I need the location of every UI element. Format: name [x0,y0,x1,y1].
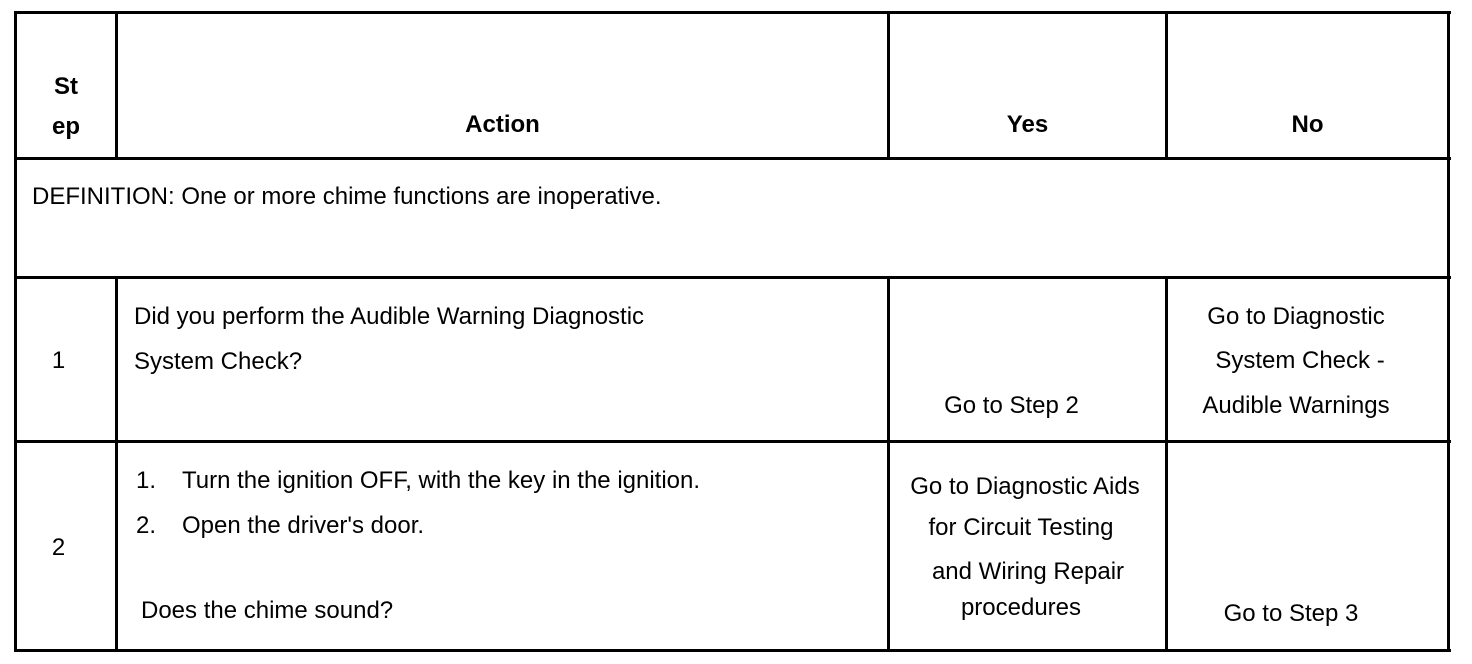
header-action: Action [465,111,540,138]
row-1-step: 1 [51,347,66,374]
row-1-action-line2: System Check? [134,348,303,375]
row-1-yes: Go to Step 2 [944,392,1079,419]
col-divider-yes-no [1165,11,1168,160]
col-divider-step-action [115,11,118,160]
row-2-no: Go to Step 3 [1223,600,1359,627]
header-step-line1: St [54,73,78,100]
row-1-divider [14,440,1451,443]
header-step-line2: ep [51,113,80,140]
row-1-no-line2: System Check - [1215,347,1385,374]
table-border-top [14,11,1451,14]
header-no: No [1291,111,1324,138]
row-2-yes-line4: procedures [960,594,1082,621]
col-divider-yes-no [1165,276,1168,652]
table-border-right [1447,11,1450,652]
row-2-list-text-1: Turn the ignition OFF, with the key in the ignition. [182,467,701,494]
row-2-yes-line1: Go to Diagnostic Aids [910,473,1140,500]
row-2-yes-line3: and Wiring Repair [931,558,1125,585]
row-1-no-line1: Go to Diagnostic [1207,303,1385,330]
row-2-step: 2 [51,534,66,561]
table-border-bottom [14,649,1451,652]
row-2-list-num-2: 2. [136,512,157,539]
header-divider [14,157,1451,160]
col-divider-action-yes [887,11,890,160]
row-2-list-text-2: Open the driver's door. [182,512,425,539]
row-1-no-line3: Audible Warnings [1202,392,1390,419]
definition-divider [14,276,1451,279]
definition-text: DEFINITION: One or more chime functions are inoperative. [32,183,662,210]
row-2-yes-line2: for Circuit Testing [928,514,1114,541]
row-2-list-num-1: 1. [136,467,157,494]
header-yes: Yes [1006,111,1049,138]
row-2-question: Does the chime sound? [141,597,394,624]
col-divider-step-action [115,276,118,652]
row-1-action-line1: Did you perform the Audible Warning Diagnostic [134,303,645,330]
